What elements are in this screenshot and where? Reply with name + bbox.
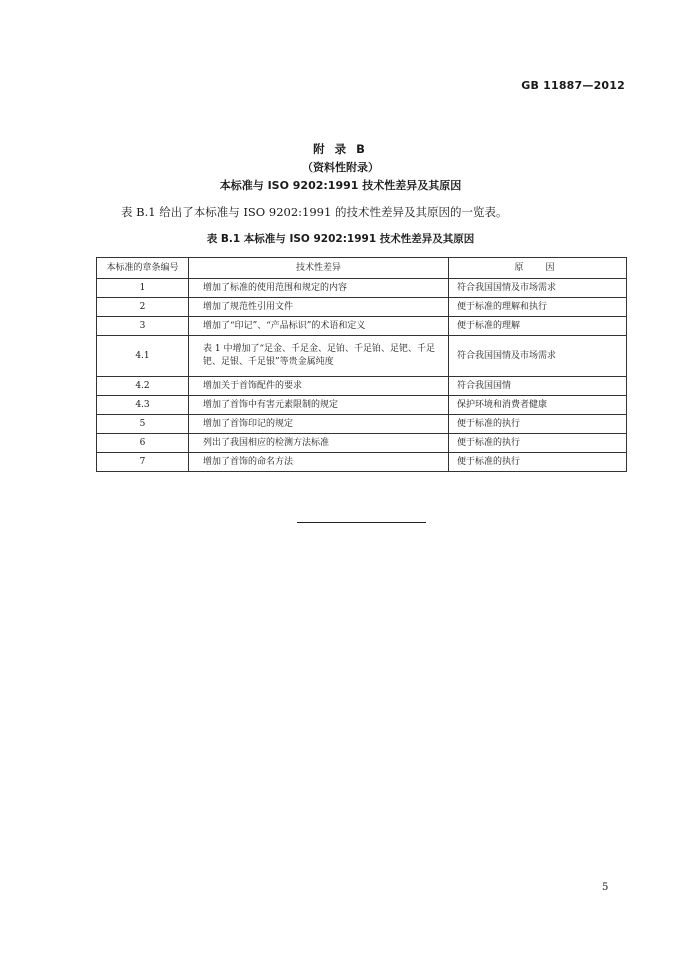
reason-cell: 符合我国国情及市场需求 — [449, 279, 627, 298]
reason-cell: 便于标准的执行 — [449, 434, 627, 453]
clause-cell: 7 — [97, 453, 189, 472]
difference-cell: 增加了规范性引用文件 — [189, 298, 449, 317]
document-number: GB 11887—2012 — [521, 79, 625, 92]
header-reason: 原因 — [449, 258, 627, 279]
reason-cell: 便于标准的执行 — [449, 415, 627, 434]
difference-cell: 增加关于首饰配件的要求 — [189, 377, 449, 396]
appendix-heading: 本标准与 ISO 9202:1991 技术性差异及其原因 — [219, 179, 462, 192]
table-row — [97, 279, 627, 298]
clause-cell: 4.2 — [97, 377, 189, 396]
appendix-subtitle: （资料性附录） — [302, 161, 379, 174]
clause-cell: 1 — [97, 279, 189, 298]
table-caption: 表 B.1 本标准与 ISO 9202:1991 技术性差异及其原因 — [206, 233, 475, 245]
header-clause-number: 本标准的章条编号 — [97, 258, 189, 279]
table-header-row — [97, 258, 627, 279]
reason-cell: 便于标准的理解 — [449, 317, 627, 336]
clause-cell: 4.1 — [97, 336, 189, 377]
difference-cell: 增加了“印记”、“产品标识”的术语和定义 — [189, 317, 449, 336]
page-number: 5 — [602, 882, 609, 893]
reason-cell: 符合我国国情 — [449, 377, 627, 396]
clause-cell: 2 — [97, 298, 189, 317]
reason-cell: 符合我国国情及市场需求 — [449, 336, 627, 377]
difference-cell: 列出了我国相应的检测方法标准 — [189, 434, 449, 453]
table-row — [97, 396, 627, 415]
reason-cell: 保护环境和消费者健康 — [449, 396, 627, 415]
table-row — [97, 377, 627, 396]
difference-cell: 增加了标准的使用范围和规定的内容 — [189, 279, 449, 298]
table-row — [97, 434, 627, 453]
clause-cell: 6 — [97, 434, 189, 453]
clause-cell: 3 — [97, 317, 189, 336]
clause-cell: 5 — [97, 415, 189, 434]
end-of-appendix-rule — [297, 522, 426, 523]
clause-cell: 4.3 — [97, 396, 189, 415]
intro-paragraph: 表 B.1 给出了本标准与 ISO 9202:1991 的技术性差异及其原因的一览表。 — [121, 205, 508, 219]
reason-cell: 便于标准的理解和执行 — [449, 298, 627, 317]
table-row — [97, 453, 627, 472]
header-technical-difference: 技术性差异 — [189, 258, 449, 279]
difference-cell: 增加了首饰的命名方法 — [189, 453, 449, 472]
reason-cell: 便于标准的执行 — [449, 453, 627, 472]
difference-cell: 增加了首饰中有害元素限制的规定 — [189, 396, 449, 415]
appendix-title: 附 录 B — [313, 142, 368, 156]
table-row — [97, 336, 627, 377]
table-row — [97, 317, 627, 336]
table-row — [97, 415, 627, 434]
difference-cell: 增加了首饰印记的规定 — [189, 415, 449, 434]
differences-table — [96, 257, 627, 472]
difference-cell: 表 1 中增加了“足金、千足金、足铂、千足铂、足钯、千足钯、足银、千足银”等贵金属纯度 — [189, 336, 449, 377]
table-row — [97, 298, 627, 317]
